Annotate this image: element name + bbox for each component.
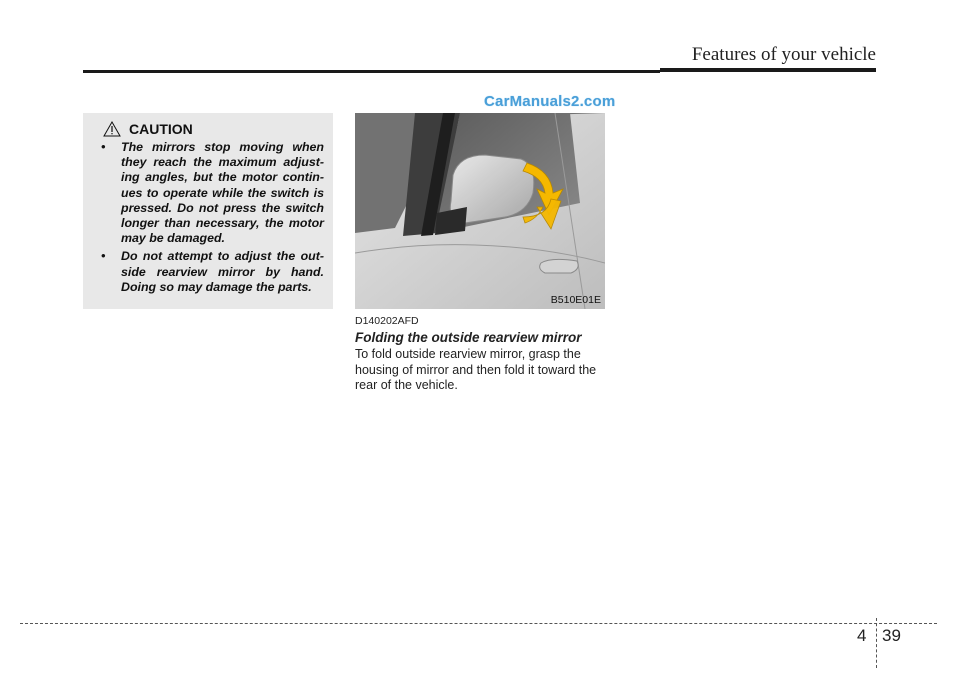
section-body: To fold outside rearview mirror, grasp the housing of mirror and then fold it toward the rear of the vehicle. (355, 347, 597, 392)
section-code: D140202AFD (355, 315, 419, 327)
footer-rule (20, 623, 937, 624)
caution-list (101, 140, 324, 295)
header-rule (83, 70, 660, 73)
bullet-icon: • (101, 249, 106, 264)
mirror-folding-illustration (355, 113, 605, 309)
page-number: 39 (882, 626, 901, 645)
caution-item-text: Do not attempt to adjust the out-side rearview mirror by hand. Doing so may damage the parts. (121, 249, 324, 294)
warning-triangle-icon (103, 121, 121, 137)
footer-divider (876, 618, 877, 668)
section-title: Folding the outside rearview mirror (355, 330, 582, 345)
caution-item-text: The mirrors stop moving when they reach the maximum adjust-ing angles, but the motor contin-ues to operate while the switch is pressed. Do not press the switch longer than necessary, the motor may be damaged. (121, 140, 324, 246)
page-header-title: Features of your vehicle (691, 44, 876, 65)
watermark: CarManuals2.com (484, 93, 616, 110)
caution-header (103, 121, 324, 137)
caution-item (101, 249, 324, 295)
page-chapter: 4 (857, 626, 867, 645)
bullet-icon: • (101, 140, 106, 154)
caution-title: CAUTION (129, 121, 193, 137)
header-rule-accent (660, 68, 876, 72)
caution-box (83, 113, 333, 309)
caution-item (101, 140, 324, 246)
figure-code: B510E01E (550, 294, 601, 306)
